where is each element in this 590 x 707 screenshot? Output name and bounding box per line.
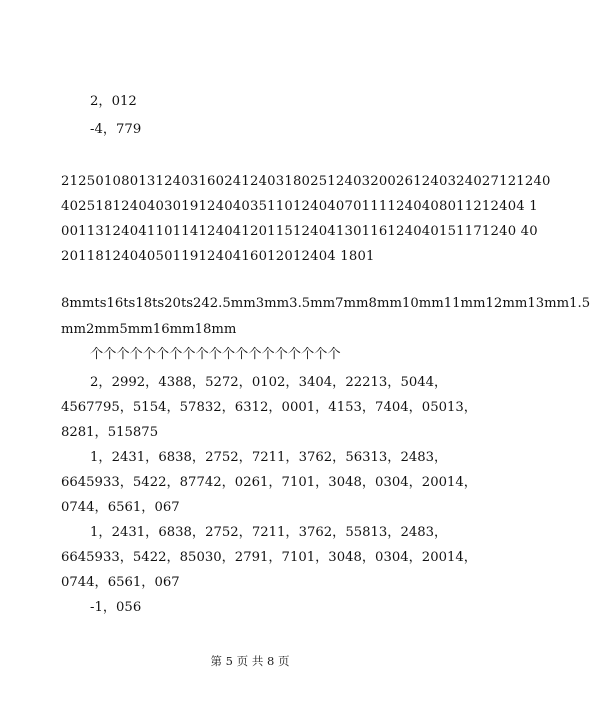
- text-line-9: 个个个个个个个个个个个个个个个个个个个: [90, 347, 341, 362]
- text-line-7: 8mmts16ts18ts20ts242.5mm3mm3.5mm7mm8mm10mm11mm12mm13mm1.5: [61, 296, 590, 311]
- text-line-5: 00113124041101141240412011512404130116124040151171240 40: [61, 224, 538, 239]
- text-line-13: 1，2431，6838，2752，7211，3762，56313，2483，: [90, 450, 448, 465]
- text-line-10: 2，2992，4388，5272，0102，3404，22213，5044，: [90, 375, 448, 390]
- text-line-11: 4567795，5154，57832，6312，0001，4153，7404，05013，: [61, 400, 477, 415]
- page-footer: 第 5 页 共 8 页: [210, 654, 290, 668]
- text-line-12: 8281，515875: [61, 425, 159, 440]
- text-line-8: mm2mm5mm16mm18mm: [61, 322, 237, 337]
- text-line-3: 212501080131240316024124031802512403200261240324027121240: [61, 174, 551, 189]
- text-line-6: 20118124040501191240416012012404 1801: [61, 249, 375, 264]
- text-line-16: 1，2431，6838，2752，7211，3762，55813，2483，: [90, 525, 448, 540]
- text-line-4: 402518124040301912404035110124040701111240408011212404 1: [61, 199, 538, 214]
- text-line-2: -4，779: [90, 122, 142, 137]
- text-line-17: 6645933，5422，85030，2791，7101，3048，0304，20014，: [61, 550, 477, 565]
- text-line-18: 0744，6561，067: [61, 575, 180, 590]
- text-line-15: 0744，6561，067: [61, 500, 180, 515]
- text-line-14: 6645933，5422，87742，0261，7101，3048，0304，20014，: [61, 475, 477, 490]
- text-line-1: 2，012: [90, 94, 137, 109]
- text-line-19: -1，056: [90, 600, 142, 615]
